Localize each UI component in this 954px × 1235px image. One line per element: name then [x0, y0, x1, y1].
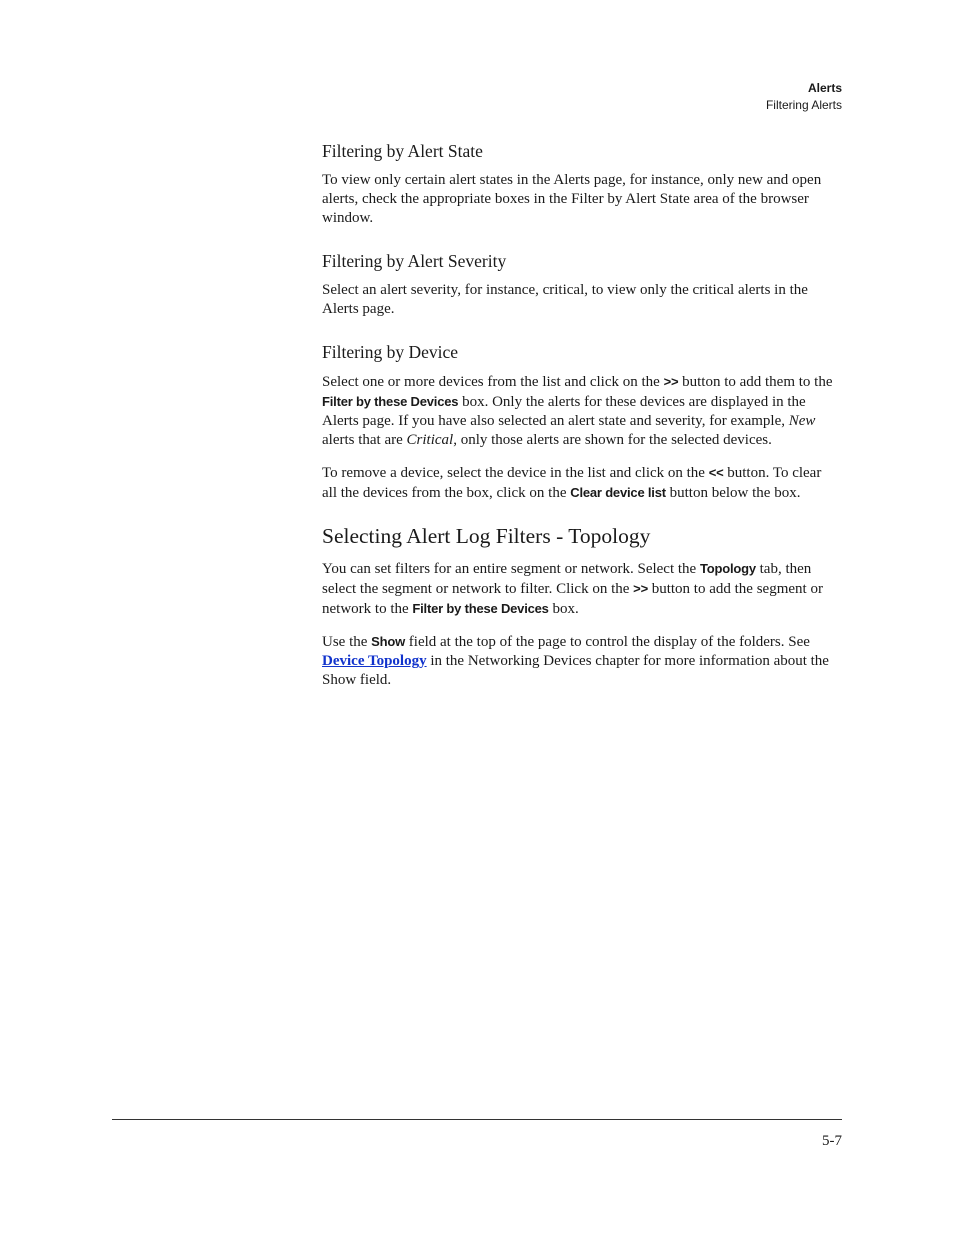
- running-head-section: Filtering Alerts: [765, 97, 842, 112]
- heading-device: Filtering by Device: [322, 342, 459, 362]
- text-run: You can set filters for an entire segment or network. Select the: [322, 561, 700, 577]
- text-run: To remove a device, select the device in the list and click on the: [322, 465, 709, 481]
- page-content: [322, 140, 840, 703]
- emphasis-critical: Critical: [406, 432, 454, 448]
- filter-box-ref: Filter by these Devices: [322, 394, 459, 409]
- footer-rule: [112, 1119, 842, 1120]
- section-device: [322, 341, 840, 503]
- para-topology-1: [322, 559, 840, 619]
- text-run: Select one or more devices from the list and click on the: [322, 374, 664, 390]
- device-topology-link[interactable]: Device Topology: [322, 653, 427, 669]
- section-topology: [322, 523, 840, 690]
- add-button-ref: >>: [663, 374, 679, 389]
- topology-tab-ref: Topology: [699, 561, 756, 576]
- text-run: button below the box.: [665, 485, 801, 501]
- para-device-2: [322, 463, 840, 503]
- text-run: box.: [548, 601, 579, 617]
- running-head-chapter: Alerts: [807, 81, 842, 95]
- text-run: button to add them to the: [678, 374, 833, 390]
- heading-topology: Selecting Alert Log Filters - Topology: [322, 524, 651, 548]
- running-head: [766, 80, 842, 113]
- para-topology-2: [322, 632, 840, 690]
- text-run: field at the top of the page to control the display of the folders. See: [405, 634, 810, 650]
- text-run: Use the: [322, 634, 372, 650]
- remove-button-ref: <<: [708, 465, 724, 480]
- add-button-ref: >>: [633, 581, 648, 596]
- heading-alert-state: Filtering by Alert State: [322, 141, 483, 161]
- show-field-ref: Show: [371, 634, 406, 649]
- text-run: button to add the segment or network to the: [322, 581, 823, 617]
- text-run: button. To clear all the devices from the box, click on the: [322, 465, 822, 501]
- heading-alert-severity: Filtering by Alert Severity: [322, 251, 507, 271]
- filter-box-ref: Filter by these Devices: [412, 601, 549, 616]
- text-run: tab, then select the segment or network to filter. Click on the: [322, 561, 812, 597]
- text-run: alerts that are: [322, 432, 407, 448]
- section-alert-state: [322, 140, 840, 228]
- para-device-1: [322, 372, 840, 450]
- text-run: , only those alerts are shown for the selected devices.: [453, 432, 772, 448]
- section-alert-severity: [322, 250, 840, 319]
- text-run: in the Networking Devices chapter for more information about the Show field.: [322, 653, 829, 688]
- text-run: box. Only the alerts for these devices are displayed in the Alerts page. If you have also selected an alert state and severity, for example,: [322, 394, 806, 429]
- page-number: 5-7: [822, 1133, 842, 1149]
- para-alert-severity: Select an alert severity, for instance, critical, to view only the critical alerts in the Alerts page.: [322, 282, 808, 317]
- emphasis-new: New: [788, 413, 816, 429]
- para-alert-state: To view only certain alert states in the Alerts page, for instance, only new and open alerts, check the appropriate boxes in the Filter by Alert State area of the browser window.: [322, 172, 822, 226]
- clear-list-button-ref: Clear device list: [570, 485, 666, 500]
